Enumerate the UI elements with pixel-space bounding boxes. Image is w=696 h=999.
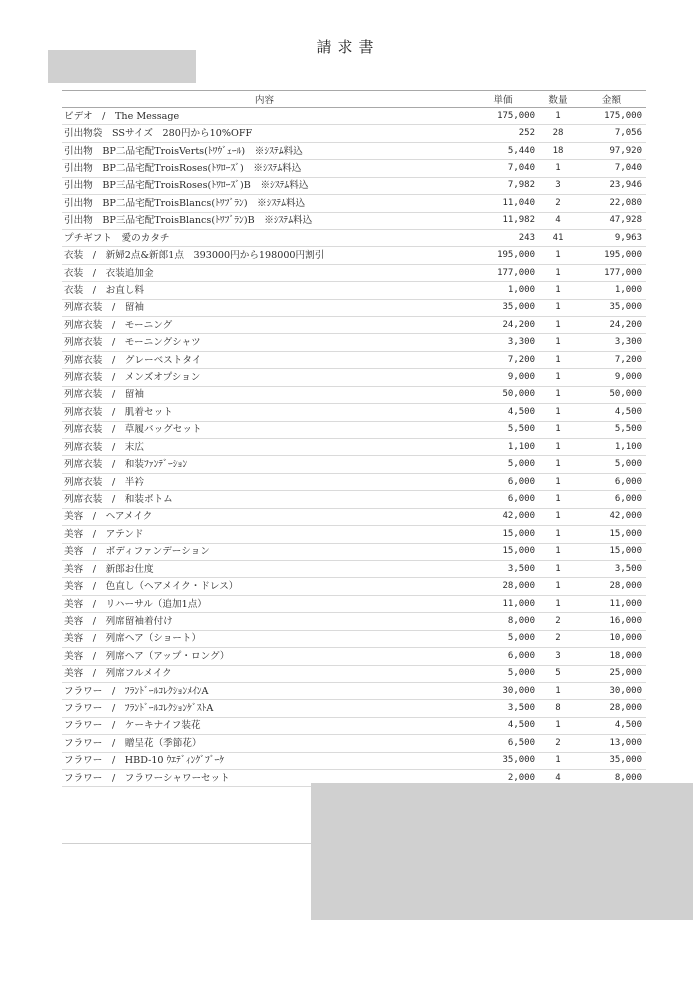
table-row xyxy=(62,491,646,508)
table-row xyxy=(62,578,646,595)
line-item-quantity: 1 xyxy=(539,386,577,403)
line-item-description: 美容 / リハーサル（追加1点） xyxy=(62,595,467,612)
table-row xyxy=(62,473,646,490)
line-item-description: フラワー / フラワーシャワーセット xyxy=(62,770,467,787)
line-item-amount: 28,000 xyxy=(577,700,646,717)
table-row xyxy=(62,665,646,682)
table-row xyxy=(62,299,646,316)
line-item-description: 列席衣装 / 留袖 xyxy=(62,299,467,316)
line-item-quantity: 1 xyxy=(539,560,577,577)
line-item-unit-price: 1,100 xyxy=(467,439,539,456)
line-item-unit-price: 5,000 xyxy=(467,630,539,647)
line-item-unit-price: 5,500 xyxy=(467,421,539,438)
table-row xyxy=(62,369,646,386)
table-row xyxy=(62,229,646,246)
line-item-quantity: 18 xyxy=(539,142,577,159)
line-item-unit-price: 5,000 xyxy=(467,456,539,473)
line-item-quantity: 4 xyxy=(539,212,577,229)
table-row xyxy=(62,717,646,734)
line-item-unit-price: 1,000 xyxy=(467,282,539,299)
line-item-quantity: 1 xyxy=(539,108,577,125)
line-item-amount: 7,040 xyxy=(577,160,646,177)
line-item-amount: 177,000 xyxy=(577,264,646,281)
line-item-quantity: 5 xyxy=(539,665,577,682)
line-item-unit-price: 7,200 xyxy=(467,351,539,368)
line-item-description: 引出物 BP二品宅配TroisVerts(ﾄﾜｳﾞｪｰﾙ) ※ｼｽﾃﾑ料込 xyxy=(62,142,467,159)
table-row xyxy=(62,595,646,612)
line-item-quantity: 1 xyxy=(539,526,577,543)
table-row xyxy=(62,404,646,421)
line-item-unit-price: 11,982 xyxy=(467,212,539,229)
line-item-amount: 23,946 xyxy=(577,177,646,194)
line-item-quantity: 2 xyxy=(539,195,577,212)
line-item-description: 列席衣装 / 肌着セット xyxy=(62,404,467,421)
line-item-description: 美容 / 列席留袖着付け xyxy=(62,613,467,630)
line-item-unit-price: 4,500 xyxy=(467,717,539,734)
line-item-unit-price: 11,000 xyxy=(467,595,539,612)
line-item-quantity: 3 xyxy=(539,177,577,194)
line-item-unit-price: 177,000 xyxy=(467,264,539,281)
line-item-amount: 5,500 xyxy=(577,421,646,438)
line-item-amount: 28,000 xyxy=(577,578,646,595)
line-item-unit-price: 15,000 xyxy=(467,543,539,560)
line-item-amount: 6,000 xyxy=(577,491,646,508)
table-row xyxy=(62,247,646,264)
line-item-quantity: 1 xyxy=(539,595,577,612)
line-item-unit-price: 6,000 xyxy=(467,473,539,490)
line-item-amount: 13,000 xyxy=(577,735,646,752)
table-row xyxy=(62,526,646,543)
line-item-description: 美容 / アテンド xyxy=(62,526,467,543)
line-item-description: 引出物 BP二品宅配TroisRoses(ﾄﾜﾛｰｽﾞ) ※ｼｽﾃﾑ料込 xyxy=(62,160,467,177)
line-item-unit-price: 35,000 xyxy=(467,752,539,769)
line-item-description: 列席衣装 / モーニング xyxy=(62,317,467,334)
line-item-unit-price: 3,500 xyxy=(467,560,539,577)
line-item-unit-price: 195,000 xyxy=(467,247,539,264)
line-item-description: 美容 / 色直し（ヘアメイク・ドレス） xyxy=(62,578,467,595)
line-item-amount: 4,500 xyxy=(577,717,646,734)
line-item-amount: 15,000 xyxy=(577,526,646,543)
line-item-description: 列席衣装 / 和装ﾌｧﾝﾃﾞｰｼｮﾝ xyxy=(62,456,467,473)
line-item-amount: 15,000 xyxy=(577,543,646,560)
line-item-amount: 47,928 xyxy=(577,212,646,229)
line-item-quantity: 2 xyxy=(539,630,577,647)
line-item-description: 美容 / 列席ヘア（アップ・ロング） xyxy=(62,648,467,665)
line-item-amount: 35,000 xyxy=(577,299,646,316)
line-item-quantity: 1 xyxy=(539,682,577,699)
table-row xyxy=(62,735,646,752)
line-item-amount: 5,000 xyxy=(577,456,646,473)
line-item-description: 列席衣装 / グレーベストタイ xyxy=(62,351,467,368)
line-item-amount: 1,000 xyxy=(577,282,646,299)
line-item-unit-price: 24,200 xyxy=(467,317,539,334)
table-header-row xyxy=(62,91,646,108)
line-item-amount: 175,000 xyxy=(577,108,646,125)
line-item-quantity: 1 xyxy=(539,752,577,769)
line-item-description: 衣装 / お直し料 xyxy=(62,282,467,299)
line-item-description: 美容 / ヘアメイク xyxy=(62,508,467,525)
line-item-amount: 30,000 xyxy=(577,682,646,699)
line-item-quantity: 1 xyxy=(539,351,577,368)
line-item-quantity: 2 xyxy=(539,735,577,752)
line-item-description: 引出物 BP三品宅配TroisBlancs(ﾄﾜﾌﾞﾗﾝ)B ※ｼｽﾃﾑ料込 xyxy=(62,212,467,229)
line-item-unit-price: 5,000 xyxy=(467,665,539,682)
table-row xyxy=(62,317,646,334)
line-item-description: 美容 / ボディファンデーション xyxy=(62,543,467,560)
line-item-quantity: 8 xyxy=(539,700,577,717)
line-item-description: 美容 / 新郎お仕度 xyxy=(62,560,467,577)
line-item-unit-price: 6,500 xyxy=(467,735,539,752)
redacted-block-bottom xyxy=(311,783,693,920)
line-item-unit-price: 42,000 xyxy=(467,508,539,525)
line-item-quantity: 1 xyxy=(539,508,577,525)
table-body xyxy=(62,108,646,787)
line-item-quantity: 3 xyxy=(539,648,577,665)
line-item-amount: 16,000 xyxy=(577,613,646,630)
line-item-quantity: 1 xyxy=(539,439,577,456)
line-item-description: 衣装 / 衣装追加金 xyxy=(62,264,467,281)
line-item-unit-price: 5,440 xyxy=(467,142,539,159)
line-item-quantity: 1 xyxy=(539,473,577,490)
line-item-quantity: 1 xyxy=(539,578,577,595)
table-row xyxy=(62,351,646,368)
line-item-quantity: 1 xyxy=(539,264,577,281)
table-row xyxy=(62,177,646,194)
document-title: 請求書 xyxy=(316,38,380,56)
line-item-description: フラワー / HBD-10 ｳｴﾃﾞｨﾝｸﾞﾌﾞｰｹ xyxy=(62,752,467,769)
table-row xyxy=(62,648,646,665)
line-item-amount: 195,000 xyxy=(577,247,646,264)
line-item-amount: 7,200 xyxy=(577,351,646,368)
line-item-unit-price: 2,000 xyxy=(467,770,539,787)
line-item-description: 美容 / 列席フルメイク xyxy=(62,665,467,682)
line-item-quantity: 1 xyxy=(539,299,577,316)
table-row xyxy=(62,560,646,577)
header-description: 内容 xyxy=(62,91,467,108)
line-item-description: 引出物 BP三品宅配TroisRoses(ﾄﾜﾛｰｽﾞ)B ※ｼｽﾃﾑ料込 xyxy=(62,177,467,194)
line-item-amount: 9,963 xyxy=(577,229,646,246)
line-item-quantity: 1 xyxy=(539,491,577,508)
line-item-amount: 25,000 xyxy=(577,665,646,682)
line-item-description: ビデオ / The Message xyxy=(62,108,467,125)
line-item-quantity: 1 xyxy=(539,717,577,734)
table-row xyxy=(62,456,646,473)
table-row xyxy=(62,630,646,647)
line-item-description: 列席衣装 / 留袖 xyxy=(62,386,467,403)
line-item-description: 列席衣装 / 末広 xyxy=(62,439,467,456)
table-row xyxy=(62,142,646,159)
line-item-description: フラワー / 贈呈花（季節花） xyxy=(62,735,467,752)
line-item-unit-price: 243 xyxy=(467,229,539,246)
table-row xyxy=(62,613,646,630)
line-item-quantity: 4 xyxy=(539,770,577,787)
line-item-unit-price: 3,500 xyxy=(467,700,539,717)
line-item-amount: 11,000 xyxy=(577,595,646,612)
line-item-description: 列席衣装 / 草履バッグセット xyxy=(62,421,467,438)
header-quantity: 数量 xyxy=(539,91,577,108)
line-item-quantity: 1 xyxy=(539,317,577,334)
line-item-amount: 6,000 xyxy=(577,473,646,490)
line-item-quantity: 1 xyxy=(539,543,577,560)
line-item-unit-price: 6,000 xyxy=(467,491,539,508)
line-item-unit-price: 6,000 xyxy=(467,648,539,665)
line-item-quantity: 41 xyxy=(539,229,577,246)
line-item-description: 列席衣装 / メンズオプション xyxy=(62,369,467,386)
table-row xyxy=(62,508,646,525)
line-item-amount: 7,056 xyxy=(577,125,646,142)
table-row xyxy=(62,334,646,351)
line-item-unit-price: 11,040 xyxy=(467,195,539,212)
line-item-description: 引出物 BP二品宅配TroisBlancs(ﾄﾜﾌﾞﾗﾝ) ※ｼｽﾃﾑ料込 xyxy=(62,195,467,212)
line-item-amount: 50,000 xyxy=(577,386,646,403)
line-item-unit-price: 252 xyxy=(467,125,539,142)
table-row xyxy=(62,386,646,403)
table-row xyxy=(62,752,646,769)
line-item-quantity: 1 xyxy=(539,404,577,421)
line-item-description: フラワー / ﾌﾗﾝﾄﾞｰﾙｺﾚｸｼｮﾝｹﾞｽﾄA xyxy=(62,700,467,717)
table-row xyxy=(62,195,646,212)
line-item-amount: 10,000 xyxy=(577,630,646,647)
line-item-amount: 24,200 xyxy=(577,317,646,334)
line-item-description: 美容 / 列席ヘア（ショート） xyxy=(62,630,467,647)
line-item-description: 列席衣装 / 和装ボトム xyxy=(62,491,467,508)
line-item-unit-price: 3,300 xyxy=(467,334,539,351)
line-item-quantity: 28 xyxy=(539,125,577,142)
line-item-unit-price: 15,000 xyxy=(467,526,539,543)
line-item-unit-price: 50,000 xyxy=(467,386,539,403)
redacted-block-top xyxy=(48,50,196,83)
line-item-amount: 97,920 xyxy=(577,142,646,159)
invoice-table xyxy=(62,90,646,787)
line-item-description: フラワー / ケーキナイフ装花 xyxy=(62,717,467,734)
line-item-unit-price: 30,000 xyxy=(467,682,539,699)
line-item-amount: 9,000 xyxy=(577,369,646,386)
line-item-description: プチギフト 愛のカタチ xyxy=(62,229,467,246)
table-row xyxy=(62,125,646,142)
table-row xyxy=(62,543,646,560)
line-item-quantity: 1 xyxy=(539,282,577,299)
line-item-amount: 22,080 xyxy=(577,195,646,212)
table-row xyxy=(62,682,646,699)
line-item-quantity: 1 xyxy=(539,421,577,438)
line-item-amount: 3,300 xyxy=(577,334,646,351)
table-row xyxy=(62,264,646,281)
table-row xyxy=(62,421,646,438)
line-item-amount: 1,100 xyxy=(577,439,646,456)
table-row xyxy=(62,439,646,456)
line-item-description: フラワー / ﾌﾗﾝﾄﾞｰﾙｺﾚｸｼｮﾝﾒｲﾝA xyxy=(62,682,467,699)
line-item-unit-price: 35,000 xyxy=(467,299,539,316)
table-row xyxy=(62,700,646,717)
header-amount: 金額 xyxy=(577,91,646,108)
line-item-unit-price: 8,000 xyxy=(467,613,539,630)
line-item-amount: 42,000 xyxy=(577,508,646,525)
line-item-unit-price: 175,000 xyxy=(467,108,539,125)
divider-line xyxy=(62,843,312,844)
line-item-unit-price: 7,982 xyxy=(467,177,539,194)
line-item-quantity: 1 xyxy=(539,160,577,177)
line-item-amount: 3,500 xyxy=(577,560,646,577)
line-item-unit-price: 7,040 xyxy=(467,160,539,177)
table-row xyxy=(62,282,646,299)
line-item-description: 列席衣装 / モーニングシャツ xyxy=(62,334,467,351)
line-item-quantity: 1 xyxy=(539,456,577,473)
line-item-amount: 18,000 xyxy=(577,648,646,665)
line-item-amount: 8,000 xyxy=(577,770,646,787)
line-item-unit-price: 4,500 xyxy=(467,404,539,421)
header-unit-price: 単価 xyxy=(467,91,539,108)
line-item-amount: 4,500 xyxy=(577,404,646,421)
line-item-description: 衣装 / 新婦2点&新郎1点 393000円から198000円割引 xyxy=(62,247,467,264)
line-item-quantity: 2 xyxy=(539,613,577,630)
line-item-description: 引出物袋 SSサイズ 280円から10%OFF xyxy=(62,125,467,142)
line-item-description: 列席衣装 / 半衿 xyxy=(62,473,467,490)
table-row xyxy=(62,160,646,177)
table-row xyxy=(62,212,646,229)
table-row xyxy=(62,108,646,125)
line-item-quantity: 1 xyxy=(539,334,577,351)
line-item-quantity: 1 xyxy=(539,247,577,264)
line-item-quantity: 1 xyxy=(539,369,577,386)
line-item-unit-price: 9,000 xyxy=(467,369,539,386)
line-item-amount: 35,000 xyxy=(577,752,646,769)
line-item-unit-price: 28,000 xyxy=(467,578,539,595)
